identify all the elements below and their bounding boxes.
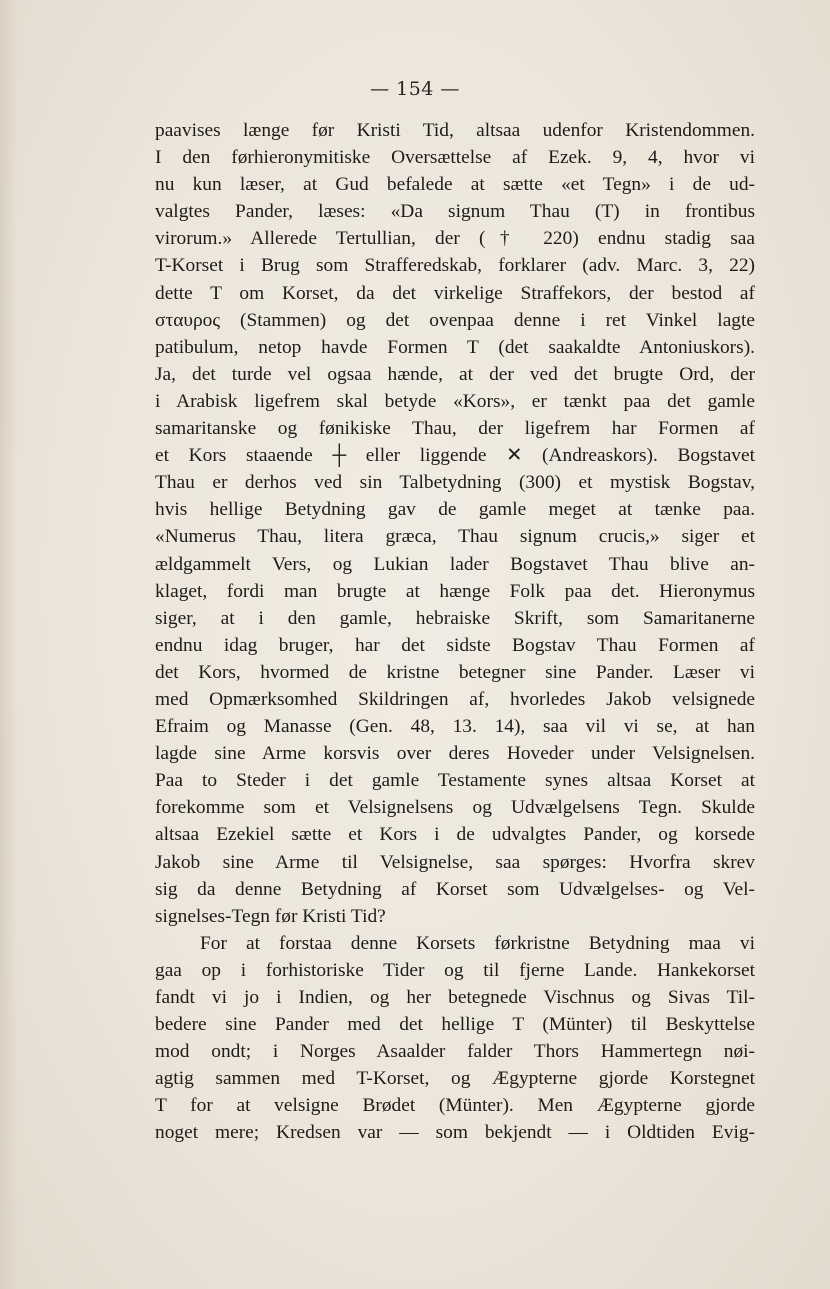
text-line: endnu idag bruger, har det sidste Bogstav Thau Formen af [155, 634, 755, 656]
text-line: Efraim og Manasse (Gen. 48, 13. 14), saa vil vi se, at han [155, 716, 755, 738]
text-line: Ja, det turde vel ogsaa hænde, at der ved det brugte Ord, der [155, 363, 755, 385]
page-edge-shadow [0, 0, 18, 1289]
text-line: nu kun læser, at Gud befalede at sætte «et Tegn» i de ud- [155, 174, 755, 196]
text-line: gaa op i forhistoriske Tider og til fjerne Lande. Hankekorset [155, 959, 755, 981]
text-line: virorum.» Allerede Tertullian, der († 220) endnu stadig saa [155, 228, 755, 250]
text-line: Paa to Steder i det gamle Testamente synes altsaa Korset at [155, 770, 755, 792]
text-line: bedere sine Pander med det hellige T (Münter) til Beskyttelse [155, 1014, 755, 1036]
text-line: hvis hellige Betydning gav de gamle meget at tænke paa. [155, 499, 755, 521]
text-line: sig da denne Betydning af Korset som Udvælgelses- og Vel- [155, 878, 755, 900]
text-line: i Arabisk ligefrem skal betyde «Kors», er tænkt paa det gamle [155, 390, 755, 412]
text-line: agtig sammen med T-Korset, og Ægypterne gjorde Korstegnet [155, 1068, 755, 1090]
text-line: Thau er derhos ved sin Talbetydning (300) et mystisk Bogstav, [155, 472, 755, 494]
text-line: med Opmærksomhed Skildringen af, hvorledes Jakob velsignede [155, 688, 755, 710]
body-text [155, 117, 755, 1147]
text-line: paavises længe før Kristi Tid, altsaa udenfor Kristendommen. [155, 120, 755, 141]
text-line: siger, at i den gamle, hebraiske Skrift, som Samaritanerne [155, 607, 755, 629]
text-line: patibulum, netop havde Formen T (det saakaldte Antoniuskors). [155, 336, 755, 358]
text-line: I den førhieronymitiske Oversættelse af Ezek. 9, 4, hvor vi [155, 147, 755, 169]
text-line: et Kors staaende ┼ eller liggende ✕ (Andreaskors). Bogstavet [155, 445, 755, 467]
text-line: valgtes Pander, læses: «Da signum Thau (T) in frontibus [155, 201, 755, 223]
page-number: — 154 — [370, 78, 460, 100]
paragraph-start-line: For at forstaa denne Korsets førkristne Betydning maa vi [200, 932, 755, 954]
text-line: fandt vi jo i Indien, og her betegnede Vischnus og Sivas Til- [155, 987, 755, 1008]
text-line: forekomme som et Velsignelsens og Udvælgelsens Tegn. Skulde [155, 797, 755, 819]
text-line: det Kors, hvormed de kristne betegner sine Pander. Læser vi [155, 661, 755, 683]
text-line: mod ondt; i Norges Asaalder falder Thors Hammertegn nøi- [155, 1041, 755, 1063]
text-line: ældgammelt Vers, og Lukian lader Bogstavet Thau blive an- [155, 553, 755, 575]
text-line: klaget, fordi man brugte at hænge Folk paa det. Hieronymus [155, 580, 755, 602]
text-line: lagde sine Arme korsvis over deres Hoveder under Velsignelsen. [155, 743, 755, 765]
text-line: T for at velsigne Brødet (Münter). Men Ægypterne gjorde [155, 1095, 755, 1117]
text-line: Jakob sine Arme til Velsignelse, saa spørges: Hvorfra skrev [155, 851, 755, 873]
text-line: T-Korset i Brug som Strafferedskab, forklarer (adv. Marc. 3, 22) [155, 255, 755, 277]
text-line: «Numerus Thau, litera græca, Thau signum crucis,» siger et [155, 526, 755, 548]
text-line: σταυρος (Stammen) og det ovenpaa denne i ret Vinkel lagte [155, 309, 755, 331]
text-line: samaritanske og fønikiske Thau, der ligefrem har Formen af [155, 418, 755, 440]
text-line: altsaa Ezekiel sætte et Kors i de udvalgtes Pander, og korsede [155, 824, 755, 846]
text-line: dette T om Korset, da det virkelige Straffekors, der bestod af [155, 282, 755, 304]
text-line: noget mere; Kredsen var — som bekjendt — i Oldtiden Evig- [155, 1122, 755, 1144]
paragraph-end-line: signelses-Tegn før Kristi Tid? [155, 905, 386, 927]
